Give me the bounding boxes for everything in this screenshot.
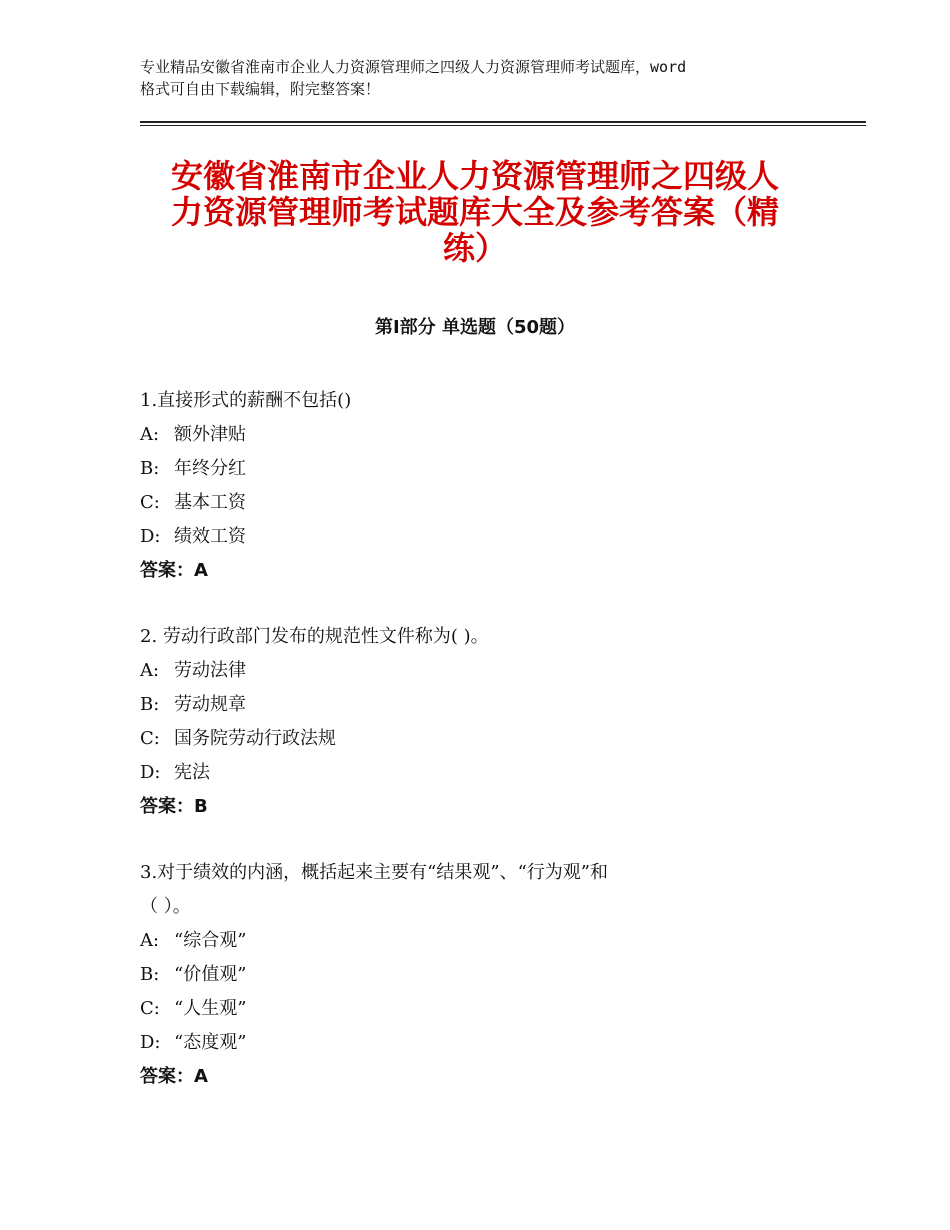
option-b [140,688,830,722]
title-line-3: 练） [442,229,507,267]
option-a [140,418,830,452]
option-letter: C: [140,728,160,749]
option-letter: B: [140,458,160,479]
option-letter: C: [140,492,160,513]
question-2 [140,620,830,824]
question-3 [140,856,830,1094]
option-a [140,924,830,958]
option-letter: D: [140,1032,161,1053]
option-text: “人生观” [174,998,247,1019]
option-text: 宪法 [174,762,210,783]
option-letter: A: [140,930,160,951]
section-title: 第Ⅰ部分 单选题（50题） [374,317,575,338]
option-letter: A: [140,660,160,681]
document-title [140,158,810,266]
option-letter: B: [140,694,160,715]
header-note-line-1: 专业精品安徽省淮南市企业人力资源管理师之四级人力资源管理师考试题库，word [140,58,687,76]
option-letter: B: [140,964,160,985]
option-c [140,722,830,756]
question-stem: 1.直接形式的薪酬不包括() [140,390,352,411]
option-d [140,1026,830,1060]
option-text: 基本工资 [174,492,246,513]
answer: 答案：A [140,1066,208,1087]
option-text: “态度观” [174,1032,247,1053]
answer: 答案：A [140,560,208,581]
option-text: 额外津贴 [174,424,246,445]
option-text: “价值观” [174,964,247,985]
question-stem-continued: （ ）。 [140,896,191,917]
option-letter: D: [140,762,161,783]
header-note-line-2: 格式可自由下载编辑，附完整答案！ [140,80,381,98]
option-c [140,992,830,1026]
option-b [140,452,830,486]
option-b [140,958,830,992]
option-letter: C: [140,998,160,1019]
option-text: 年终分红 [174,458,246,479]
option-text: 劳动规章 [174,694,246,715]
answer: 答案：B [140,796,208,817]
option-text: 国务院劳动行政法规 [174,728,336,749]
option-text: 劳动法律 [174,660,246,681]
option-letter: D: [140,526,161,547]
header-divider-thick [140,121,866,123]
title-line-2: 力资源管理师考试题库大全及参考答案（精 [170,193,779,231]
question-stem: 2. 劳动行政部门发布的规范性文件称为( )。 [140,626,489,647]
question-stem: 3.对于绩效的内涵，概括起来主要有“结果观”、“行为观”和 [140,862,608,883]
option-text: 绩效工资 [174,526,246,547]
header-divider-thin [140,125,866,126]
question-list [140,384,830,1126]
option-a [140,654,830,688]
option-d [140,756,830,790]
title-line-1: 安徽省淮南市企业人力资源管理师之四级人 [170,157,779,195]
option-letter: A: [140,424,160,445]
option-text: “综合观” [174,930,247,951]
option-c [140,486,830,520]
question-1 [140,384,830,588]
header-note [140,56,830,100]
option-d [140,520,830,554]
